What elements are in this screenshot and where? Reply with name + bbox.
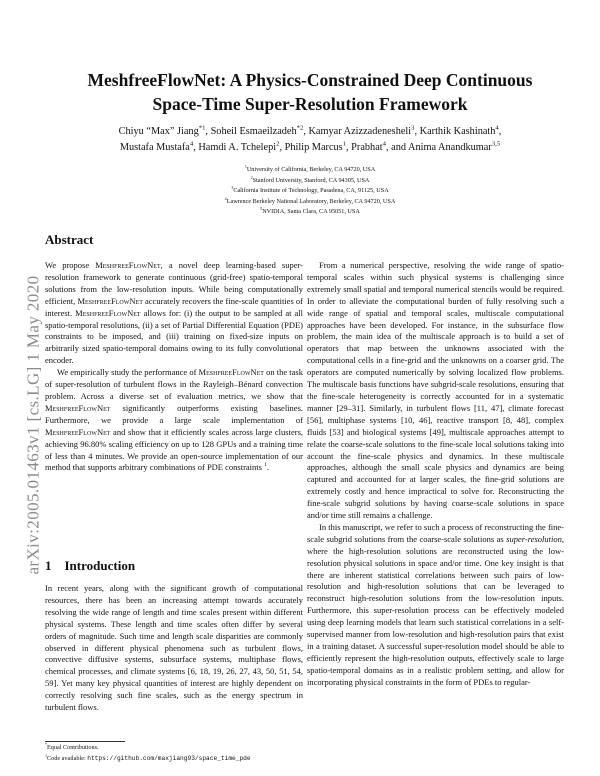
title-line-1: MeshfreeFlowNet: A Physics-Constrained Deep Continuous (87, 70, 533, 90)
author-separator: , (498, 126, 502, 137)
body-paragraph-multiscale: From a numerical perspective, resolving the wide range of spatio-temporal scales within such physical systems is challenging since extremely small spatial and temporal numerical stencils would be required. In order to alleviate the computational burden of fully resolving such a wide range of spatial and temporal scales, multiscale computational approaches have been developed. For instance, in the subsurface flow problem, the main idea of the multiscale approach is to build a set of operators that map between the unknowns associated with the computational cells in a fine-grid and the unknowns on a coarser grid. The operators are computed numerically by solving localized flow problems. The multiscale basis functions have subgrid-scale resolutions, ensuring that the fine-scale heterogeneity is correctly accounted for in a systematic manner [29–31]. Similarly, in turbulent flows [11, 47], climate forecast [56], multiphase systems [10, 46], reactive transport [8, 48], complex fluids [53] and biological systems [49], multiscale approaches attempt to relate the coarse-scale solutions to the fine-scale local solutions taking into account the fine-scale physics and dynamics. In these multiscale approaches, although the small scale physics and dynamics are being captured and accounted for at larger scales, the fine-grid solutions are extremely costly and hence impractical to solve for. Reconstructing the fine-scale subgrid solutions by having coarse-scale solutions in space and/or time still remains a challenge. (307, 260, 564, 521)
author-name: Kamyar Azizzadenesheli (308, 126, 412, 137)
arxiv-stamp-text: arXiv:2005.01463v1 [cs.LG] 1 May 2020 (24, 275, 44, 575)
affiliation-list (100, 165, 520, 218)
author-name: Prabhat (351, 142, 383, 153)
author-name: Hamdi A. Tchelepi (198, 142, 277, 153)
method-name: MeshfreeFlowNet (75, 307, 141, 318)
introduction-paragraph-1: In recent years, along with the significant growth of computational resources, there has been an increasing attempt towards accurately resolving the wide range of length and time scales present within different physical systems. These length and time scales often differ by several orders of magnitude. Such time and length scale disparities are commonly observed in different physical phenomena such as turbulent flows, convective diffusive systems, subsurface systems, multiphase flows, chemical processes, and climate systems [6, 18, 19, 26, 27, 43, 50, 51, 54, 59]. Yet many key physical quantities of interest are highly dependent on correctly resolving such fine scales, such as the energy spectrum in turbulent flows. (45, 583, 303, 713)
author-affiliation-marker: 1 (342, 140, 347, 148)
paper-title (60, 68, 560, 116)
emphasized-term: super-resolution (506, 533, 562, 544)
affiliation-marker: 4 (224, 195, 227, 201)
affiliation-text: Stanford University, Stanford, CA 94305, USA (252, 176, 370, 184)
abstract-paragraph-1: We propose MeshfreeFlowNet, a novel deep learning-based super-resolution framework to generate continuous (grid-free) spatio-temporal solutions from the low-resolution inputs. While being computationally efficient, MeshfreeFlowNet accurately recovers the fine-scale quantities of interest. MeshfreeFlowNet allows for: (i) the output to be sampled at all spatio-temporal resolutions, (ii) a set of Partial Differential Equation (PDE) constraints to be imposed, and (iii) training on fixed-size inputs on arbitrarily sized spatio-temporal domains owing to its fully convolutional encoder. (45, 260, 303, 366)
introduction-body (45, 583, 303, 714)
author-affiliation-marker: 3 (411, 124, 415, 132)
method-name: MeshfreeFlowNet (45, 402, 111, 413)
author-affiliation-marker: 4 (382, 140, 386, 148)
author-name: Philip Marcus (284, 142, 343, 153)
author-affiliation-marker: 3,5 (491, 140, 501, 148)
method-name: MeshfreeFlowNet (95, 260, 161, 270)
title-line-2: Space-Time Super-Resolution Framework (152, 94, 468, 114)
introduction-heading (45, 558, 135, 574)
affiliation-marker: 1 (244, 163, 247, 169)
section-number: 1 (45, 558, 52, 573)
footnote-divider (45, 741, 125, 742)
author-separator: , and (385, 142, 409, 153)
footnote-code-link: $^1$Code available: https://github.com/maxjiang93/space_time_pde (45, 752, 251, 762)
author-affiliation-marker: 4 (495, 124, 499, 132)
affiliation-marker: 3 (231, 185, 234, 191)
author-affiliation-marker: 2 (276, 140, 280, 148)
affiliation-marker: 2 (250, 174, 253, 180)
body-paragraph-super-resolution: In this manuscript, we refer to such a process of reconstructing the fine-scale subgrid solutions from the coarse-scale solutions as super-resolution, where the high-resolution solutions are reconstructed using the low-resolution physical solutions in space and/or time. One key insight is that there are inherent statistical correlations between such pairs of low-resolution and high-resolution solutions that can be leveraged to reconstruct high-resolution solutions from the low-resolution inputs. Furthermore, this super-resolution process can be effectively modeled using deep learning models that learn such statistical correlations in a self-supervised manner from low-resolution and high-resolution pairs that exist in a training dataset. A successful super-resolution model should be able to efficiently represent the high-resolution outputs, effectively scale to large spatio-temporal domains as in a realistic problem setting, and allow for incorporating physical constraints in the form of PDEs to regular- (307, 521, 564, 687)
author-affiliation-marker: 4 (189, 140, 194, 148)
affiliation-item (100, 197, 520, 208)
affiliation-text: NVIDIA, Santa Clara, CA 95051, USA (262, 208, 360, 216)
author-name: Mustafa Mustafa (119, 142, 190, 153)
method-name: MeshfreeFlowNet (198, 367, 264, 378)
section-title: Introduction (64, 558, 136, 573)
affiliation-text: Lawrence Berkeley National Laboratory, Berkeley, CA 94720, USA (226, 197, 396, 205)
author-separator: , (346, 142, 352, 153)
affiliation-text: University of California, Berkeley, CA 94720, USA (246, 166, 376, 173)
author-separator: , (205, 126, 211, 137)
affiliation-marker: 5 (260, 206, 263, 212)
author-separator: , (303, 126, 309, 137)
author-name: Anima Anandkumar (408, 142, 492, 153)
author-affiliation-marker: *2 (296, 124, 304, 132)
abstract-heading: Abstract (45, 232, 94, 247)
author-separator: , (193, 142, 199, 153)
abstract-paragraph-2: We empirically study the performance of MeshfreeFlowNet on the task of super-resolution of turbulent flows in the Rayleigh–Bénard convection problem. Across a diverse set of evaluation metrics, we show that MeshfreeFlowNet significantly outperforms existing baselines. Furthermore, we provide a large scale implementation of MeshfreeFlowNet and show that it efficiently scales across large clusters, achieving 96.80% scaling efficiency on up to 128 GPUs and a training time of less than 4 minutes. We provide an open-source implementation of our method that supports arbitrary combinations of PDE constraints $^1$. (45, 367, 303, 473)
code-url-link[interactable]: https://github.com/maxjiang93/space_time_pde (87, 755, 251, 762)
footnote-equal-contribution: *Equal Contributions. (45, 741, 99, 751)
author-affiliation-marker: *1 (198, 124, 206, 132)
right-column-body (307, 260, 564, 689)
affiliation-text: California Institute of Technology, Pasadena, CA, 91125, USA (233, 187, 389, 195)
author-list (60, 124, 560, 156)
author-separator: , (279, 142, 285, 153)
affiliation-item (100, 207, 520, 218)
abstract-body (45, 260, 303, 474)
author-name: Chiyu “Max” Jiang (118, 126, 199, 137)
authors-line-1 (60, 124, 560, 140)
author-separator: , (414, 126, 420, 137)
affiliation-item (100, 176, 520, 187)
affiliation-item (100, 186, 520, 197)
author-name: Soheil Esmaeilzadeh (210, 126, 297, 137)
authors-line-2 (60, 140, 560, 156)
author-name: Karthik Kashinath (419, 126, 496, 137)
method-name: MeshfreeFlowNet (45, 426, 111, 437)
footnote-marker: 1 (264, 462, 267, 469)
method-name: MeshfreeFlowNet (77, 295, 143, 306)
affiliation-item (100, 165, 520, 176)
